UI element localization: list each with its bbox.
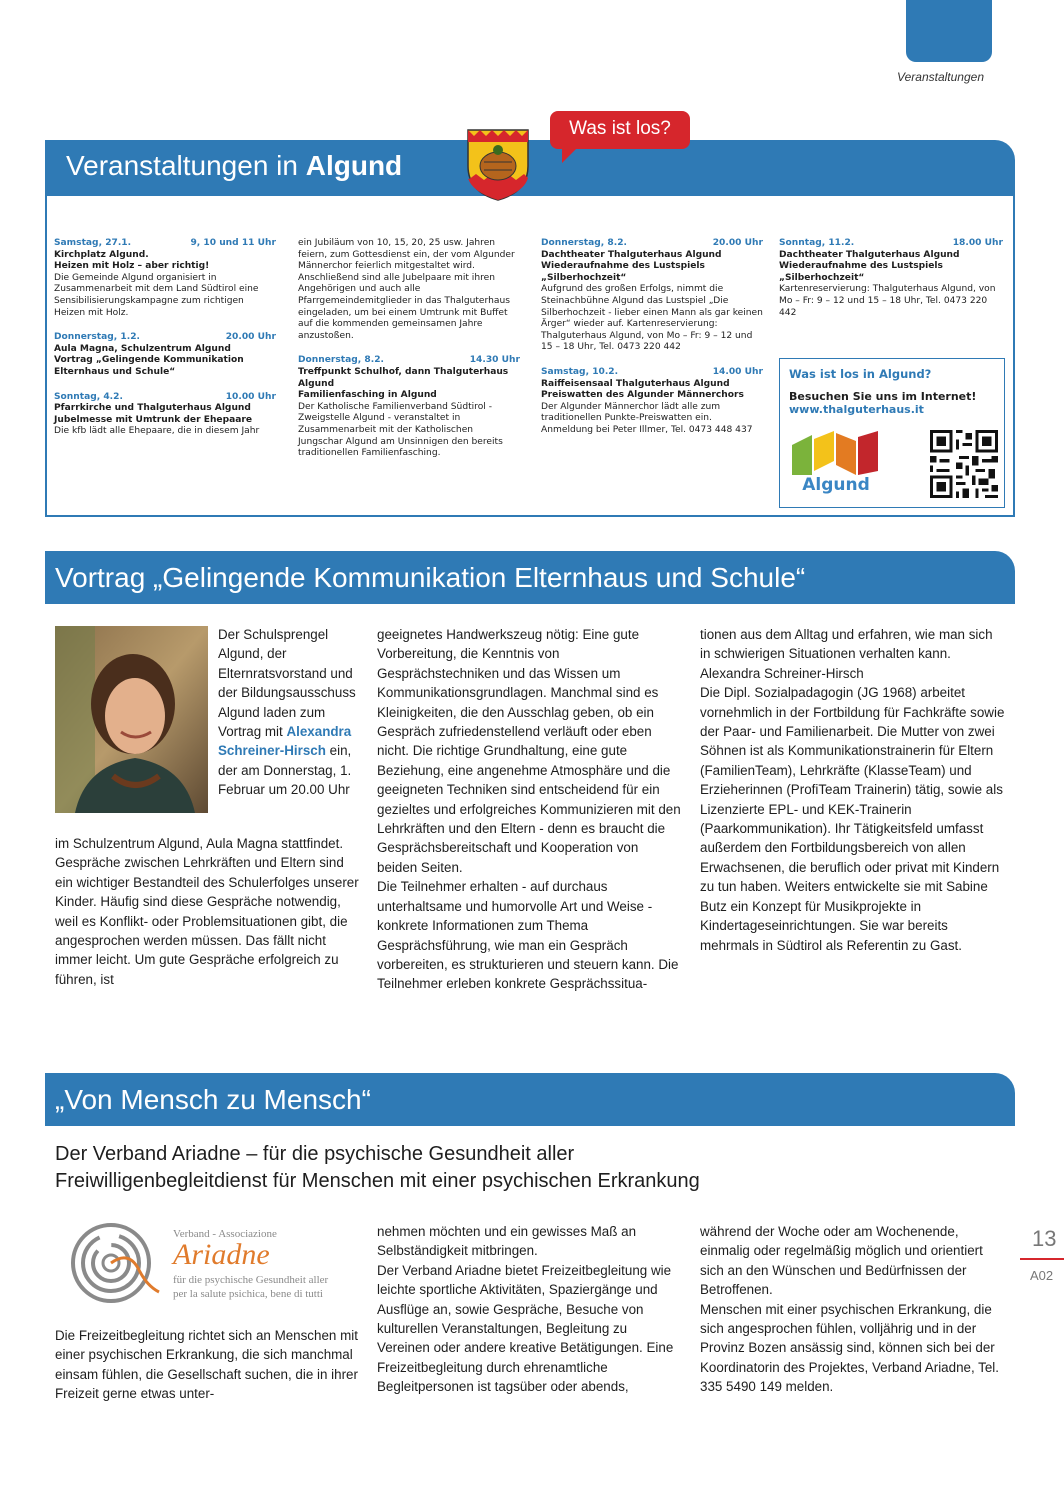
ariadne-tagline-it: per la salute psichica, bene di tutti <box>173 1288 323 1300</box>
algund-logo <box>792 431 880 501</box>
event-heading: Vortrag „Gelingende Kommunikation Elternhaus und Schule“ <box>54 355 244 377</box>
events-title: Veranstaltungen in Algund <box>66 150 403 181</box>
event-date: Sonntag, 4.2. <box>54 391 123 402</box>
page-divider <box>1020 1258 1064 1260</box>
event-time: 14.30 Uhr <box>469 355 520 366</box>
algund-logo-graphic-icon <box>792 431 880 475</box>
info-title: Was ist los in Algund? <box>789 367 932 381</box>
page-code: A02 <box>1030 1268 1054 1283</box>
events-column-2 <box>298 238 520 473</box>
events-column-3 <box>541 238 763 450</box>
event-date: Donnerstag, 1.2. <box>54 332 140 343</box>
event-heading: Dachtheater Thalguterhaus Algund <box>541 249 722 260</box>
event-item <box>541 238 763 354</box>
speaker-name-link[interactable]: Alexandra Schreiner-Hirsch <box>218 724 352 759</box>
event-time: 14.00 Uhr <box>712 366 763 377</box>
event-date-time <box>541 367 763 379</box>
qr-code-icon[interactable] <box>930 429 998 499</box>
talk-column-2: geeignetes Handwerkszeug nötig: Eine gute Vorbereitung, die Kenntnis von Gesprächstechniken und das Wissen um Kommunikationsgrundlagen. Manchmal sind es Kleinigkeiten, die den Ausschlag geben, ob ein Gespräch zufriedenstellend verläuft oder eben nicht. Die richtige Grundhaltung, eine gute Beziehung, eine angenehme Atmosphäre und die geeigneten Techniken sind entscheidend für ein gezieltes und erfolgreiches Kommunizieren mit den Lehrkräften und den Eltern - denn es braucht die Gesprächsbereitschaft und Kooperation von beiden Seiten. Die Teilnehmer erhalten - auf durchaus unterhaltsame und humorvolle Art und Weise - konkrete Informationen zum Thema Gesprächsführung, wie man ein Gespräch vorbereiten, es strukturieren und steuern kann. Die Teilnehmer erleben konkrete Gesprächssitua- <box>377 627 681 992</box>
info-url-link[interactable]: www.thalguterhaus.it <box>789 403 924 416</box>
event-description: Der Algunder Männerchor lädt alle zum traditionellen Punkte-Preiswatten ein. Anmeldung bei Peter Illmer, Tel. 0473 448 437 <box>541 401 753 435</box>
algund-logo-text: Algund <box>802 475 870 495</box>
event-time: 20.00 Uhr <box>712 238 763 248</box>
event-heading: Familienfasching in Algund <box>298 390 437 401</box>
event-heading: Pfarrkirche und Thalguterhaus Algund <box>54 403 251 414</box>
event-heading: Heizen mit Holz – aber richtig! <box>54 261 210 272</box>
events-column-4 <box>779 238 1003 332</box>
event-item <box>54 392 276 438</box>
event-time: 10.00 Uhr <box>225 391 276 402</box>
event-time: 20.00 Uhr <box>225 332 276 343</box>
event-heading: Raiffeisensaal Thalguterhaus Algund <box>541 378 730 389</box>
event-heading: Jubelmesse mit Umtrunk der Ehepaare <box>54 414 253 425</box>
ariadne-logo <box>55 1222 360 1304</box>
event-date-time <box>54 392 276 404</box>
event-description: Die Gemeinde Algund organisiert in Zusammenarbeit mit dem Land Südtirol eine Sensibilisierungskampagne zum richtigen Heizen mit Holz. <box>54 272 259 318</box>
event-item <box>54 332 276 378</box>
algund-crest-icon <box>464 126 532 202</box>
ariadne-name: Ariadne <box>173 1238 270 1271</box>
talk-column-3: tionen aus dem Alltag und erfahren, wie man sich in schwierigen Situationen verhalten kann. Alexandra Schreiner-Hirsch Die Dipl. Sozialpadagogin (JG 1968) arbeitet vornehmlich in der Fortbildung für Fachkräfte sowie der Paar- und Familienarbeit. Die Mutter von zwei Söhnen ist als Kommunikationstrainerin für Eltern (FamilienTeam), Lehrkräfte (KlasseTeam) und Erzieherinnen (ProfiTeam Trainerin) tätig, sowie als Lizenzierte EPL- und KEK-Trainerin (Paarkommunikation). Ihr Tätigkeitsfeld umfasst außerdem den Fortbildungsbereich von allen Erwachsenen, die beruflich oder privat mit Kindern zu tun haben. Weiters entwickelte sie mit Sabine Butz ein Konzept für Musikprojekte in Kindertageseinrichtungen. Sie war bereits mehrmals in Südtirol als Referentin zu Gast. <box>700 627 1005 953</box>
event-heading: Aula Magna, Schulzentrum Algund <box>54 343 231 354</box>
mensch-title: „Von Mensch zu Mensch“ <box>45 1073 1015 1126</box>
ariadne-label: Verband - Associazione <box>173 1228 277 1240</box>
event-date: Samstag, 27.1. <box>54 238 132 248</box>
events-continuation: ein Jubiläum von 10, 15, 20, 25 usw. Jahren feiern, zum Gottesdienst ein, der vom Algunder Männerchor feierlich mitgestaltet wird. Anschließend sind alle Jubelpaare mit ihren Angehörigen und auch alle Pfarrgemeindemitglieder in das Thalguterhaus eingeladen, um bei einem Umtrunk mit Buffet auf die kommenden gemeinsamen Jahre anzustoßen. <box>298 238 515 341</box>
event-date: Sonntag, 11.2. <box>779 238 855 248</box>
mensch-column-1: Die Freizeitbegleitung richtet sich an Menschen mit einer psychischen Erkrankung, die sich manchmal einsam fühlen, die Gesellschaft suchen, die in ihrer Freizeit gerne etwas unter- <box>55 1328 358 1402</box>
section-tab-marker <box>906 0 992 62</box>
event-description: Aufgrund des großen Erfolgs, nimmt die Steinachbühne Algund das Lustspiel „Die Silberhochzeit - lieber einen Mann als gar keinen Ärger“ wieder auf. Kartenreservierung: Thalguterhaus Algund, von Mo – Fr: 9 – 12 und 15 – 18 Uhr, Tel. 0473 220 442 <box>541 284 763 353</box>
event-date: Donnerstag, 8.2. <box>541 238 627 248</box>
event-time: 18.00 Uhr <box>952 238 1003 248</box>
event-date: Samstag, 10.2. <box>541 366 619 377</box>
talk-intro: Der Schulsprengel Algund, der Elternratsvorstand und der Bildungsausschuss Algund laden zum Vortrag mit Alexandra Schreiner-Hirsch ein, der am Donnerstag, 1. Februar um 20.00 Uhr <box>218 627 356 798</box>
event-heading: Wiederaufnahme des Lustspiels „Silberhochzeit“ <box>779 261 943 283</box>
speaker-photo <box>55 626 208 813</box>
event-date-time <box>54 238 276 250</box>
events-column-1 <box>54 238 276 451</box>
event-item <box>779 238 1003 319</box>
event-description: Die kfb lädt alle Ehepaare, die in diesem Jahr <box>54 426 260 437</box>
page-number: 13 <box>1032 1226 1057 1251</box>
event-item <box>541 367 763 437</box>
event-heading: Kirchplatz Algund. <box>54 249 149 260</box>
event-heading: Dachtheater Thalguterhaus Algund <box>779 249 960 260</box>
event-heading: Treffpunkt Schulhof, dann Thalguterhaus Algund <box>298 366 509 389</box>
event-description: Der Katholische Familienverband Südtirol - Zweigstelle Algund - veranstaltet in Zusammenarbeit mit der Katholischen Jungschar Algund am Unsinnigen den bereits traditionellen Familienfasching. <box>298 401 503 459</box>
mensch-column-3: während der Woche oder am Wochenende, einmalig oder regelmäßig möglich und orientiert sich an den Wünschen und Bedürfnissen der Betroffenen. Menschen mit einer psychischen Erkrankung, die sich angesprochen fühlen, volljährig und in der Provinz Bozen ansässig sind, können sich bei der Koordinatorin des Projektes, Verband Ariadne, Tel. 335 5490 149 melden. <box>700 1224 999 1395</box>
info-box <box>779 358 1005 508</box>
event-heading: Preiswatten des Algunder Männerchors <box>541 390 744 401</box>
event-date-time <box>779 238 1003 250</box>
event-description: Kartenreservierung: Thalguterhaus Algund, von Mo – Fr: 9 – 12 und 15 – 18 Uhr, Tel. 0473 220 442 <box>779 284 996 318</box>
mensch-column-2: nehmen möchten und ein gewisses Maß an Selbständigkeit mitbringen. Der Verband Ariadne bietet Freizeitbegleitung wie leichte sportliche Aktivitäten, Spaziergänge und Ausflüge an, sowie Gespräche, Besuche von kulturellen Veranstaltungen, Begleitung zu Vereinen oder andere kreative Betätigungen. Eine Freizeitbegleitung durch ehrenamtliche Begleitpersonen ist tagsüber oder abends, <box>377 1224 674 1395</box>
section-label: Veranstaltungen <box>897 70 984 84</box>
was-ist-los-bubble: Was ist los? <box>550 111 690 149</box>
talk-title: Vortrag „Gelingende Kommunikation Elternhaus und Schule“ <box>45 551 1015 604</box>
event-date-time <box>541 238 763 250</box>
event-heading: Wiederaufnahme des Lustspiels „Silberhochzeit“ <box>541 261 705 283</box>
event-date: Donnerstag, 8.2. <box>298 355 384 366</box>
event-date-time <box>298 355 520 367</box>
ariadne-tagline-de: für die psychische Gesundheit aller <box>173 1274 329 1286</box>
event-item <box>298 355 520 459</box>
talk-column-1: im Schulzentrum Algund, Aula Magna stattfindet. Gespräche zwischen Lehrkräften und Eltern sind ein wichtiger Bestandteil des Schulerfolges unserer Kinder. Häufig sind diese Gespräche notwendig, weil es Konflikt- oder Problemsituationen gibt, die angesprochen werden müssen. Das fällt nicht immer leicht. Um gute Gespräche erfolgreich zu führen, ist <box>55 836 359 987</box>
info-line: Besuchen Sie uns im Internet! <box>789 390 977 403</box>
event-date-time <box>54 332 276 344</box>
event-item <box>54 238 276 319</box>
labyrinth-icon <box>55 1222 165 1304</box>
mensch-subtitle: Der Verband Ariadne – für die psychische Gesundheit aller Freiwilligenbegleitdienst für Menschen mit einer psychischen Erkrankung <box>55 1143 700 1192</box>
event-time: 9, 10 und 11 Uhr <box>190 238 276 248</box>
